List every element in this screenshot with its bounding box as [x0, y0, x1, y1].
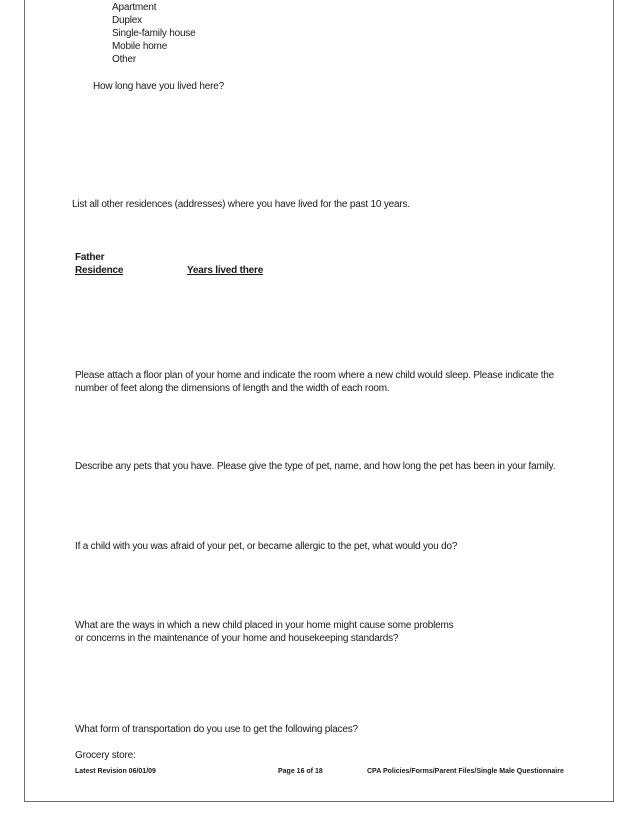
option-duplex: Duplex: [112, 15, 142, 26]
question-how-long-lived: How long have you lived here?: [93, 81, 224, 92]
question-transportation: What form of transportation do you use to get the following places?: [75, 724, 358, 735]
question-problems-line1: What are the ways in which a new child placed in your home might cause some problems: [75, 620, 454, 631]
page-border: [24, 0, 614, 802]
footer-revision: Latest Revision 06/01/09: [75, 768, 156, 775]
residence-heading-father: Father: [75, 252, 105, 263]
question-floor-plan-line1: Please attach a floor plan of your home and indicate the room where a new child would sleep. Please indicate the: [75, 370, 555, 381]
question-problems-line2: or concerns in the maintenance of your home and housekeeping standards?: [75, 633, 399, 644]
option-other: Other: [112, 54, 137, 65]
question-floor-plan-line2: number of feet along the dimensions of length and the width of each room.: [75, 383, 390, 394]
question-other-residences: List all other residences (addresses) where you have lived for the past 10 years.: [72, 199, 410, 210]
label-grocery-store: Grocery store:: [75, 750, 136, 761]
footer-page-number: Page 16 of 18: [278, 768, 323, 775]
question-pets: Describe any pets that you have. Please give the type of pet, name, and how long the pet has been in your family.: [75, 461, 556, 472]
footer-file-path: CPA Policies/Forms/Parent Files/Single Male Questionnaire: [367, 768, 564, 775]
option-apartment: Apartment: [112, 2, 157, 13]
column-years-lived: Years lived there: [187, 265, 264, 276]
option-mobile-home: Mobile home: [112, 41, 168, 52]
column-residence: Residence: [75, 265, 124, 276]
question-afraid-allergic: If a child with you was afraid of your pet, or became allergic to the pet, what would you do?: [75, 541, 458, 552]
option-single-family-house: Single-family house: [112, 28, 196, 39]
